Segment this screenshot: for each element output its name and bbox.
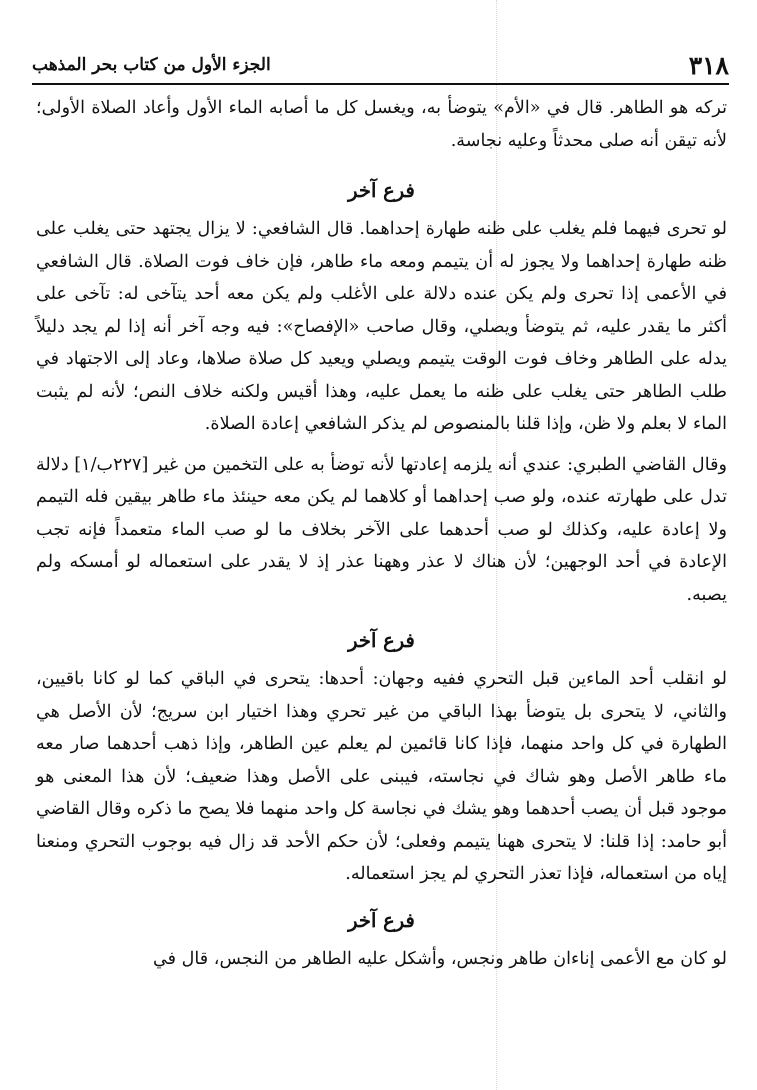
section-heading-2: فرع آخر bbox=[348, 629, 415, 652]
section-3-paragraph-1: لو كان مع الأعمى إناءان طاهر ونجس، وأشكل عليه الطاهر من النجس، قال في bbox=[152, 948, 727, 969]
page-number: ٣١٨ bbox=[688, 50, 729, 80]
section-2-paragraph-1: لو انقلب أحد الماءين قبل التحري ففيه وجهان: أحدها: يتحرى في الباقي كما لو كانا باقيين، والثاني، لا يتحرى بل يتوضأ بهذا الباقي من غير تحري وهذا اختيار ابن سريج؛ لأن الأصل هي الطهارة في كل واحد منهما، فإذا كانا قائمين لم يعلم عين الطاهر، وإذا ذهب أحدهما صار معه ماء طاهر الأصل وهو شاك في نجاسته، فيبنى على الأصل وهذا ضعيف؛ لأن هذا المعنى هو موجود قبل أن يصب أحدهما وهو يشك في نجاسة كل واحد منهما فلا يصح ما ذكره وقال القاضي أبو حامد: إذا قلنا: لا يتحرى ههنا يتيمم وفعلى؛ لأن حكم الأحد قد زال فيه بوجوب التحري ومنعنا إياه من استعماله، فإذا تعذر التحري لم يجز استعماله. bbox=[36, 669, 727, 884]
page-body bbox=[36, 92, 727, 975]
section-heading-1: فرع آخر bbox=[348, 179, 415, 202]
section-1-paragraph-1: لو تحرى فيهما فلم يغلب على ظنه طهارة إحداهما. قال الشافعي: لا يزال يجتهد حتى يغلب على ظنه طهارة إحداهما ولا يجوز له أن يتيمم ومعه ماء طاهر، فإن خاف فوت الصلاة. قال الشافعي في الأعمى إذا تحرى ولم يكن عنده دلالة على الأغلب ولم يكن معه أحد يتآخى له: تآخى على أكثر ما يقدر عليه، ثم يتوضأ ويصلي، وقال صاحب «الإفصاح»: فيه وجه آخر أنه إذا لم يجد دليلاً يدله على الطاهر وخاف فوت الوقت يتيمم ويصلي ويعيد كل صلاة صلاها، وعاد إلى الاجتهاد في طلب الطاهر حتى يغلب على ظنه ما يعمل عليه، وهذا أقيس ولكنه خلاف النص؛ لأنه لم يثبت الماء لا بعلم ولا ظن، وإذا قلنا بالمنصوص لم يذكر الشافعي إعادة الصلاة. bbox=[36, 219, 727, 434]
intro-paragraph: تركه هو الطاهر. قال في «الأم» يتوضأ به، ويغسل كل ما أصابه الماء الأول وأعاد الصلاة الأولى؛ لأنه تيقن أنه صلى محدثاً وعليه نجاسة. bbox=[36, 98, 727, 151]
section-heading-3: فرع آخر bbox=[348, 908, 415, 932]
book-title: الجزء الأول من كتاب بحر المذهب bbox=[32, 55, 271, 75]
running-header bbox=[32, 48, 729, 82]
header-rule bbox=[32, 83, 729, 85]
section-1-paragraph-2: وقال القاضي الطبري: عندي أنه يلزمه إعادتها لأنه توضأ به على التخمين من غير [٢٢٧ب/١] دلالة تدل على طهارته عنده، ولو صب إحداهما أو كلاهما لم يكن معه حينئذ ماء طاهر بيقين فله التيمم ولا إعادة عليه، وكذلك لو صب أحدهما على الآخر بخلاف ما لو صب الماء متعمداً فإنه تجب الإعادة في أحد الوجهين؛ لأن هناك لا عذر وههنا عذر إذ لا يقدر على استعماله لو أمسكه ولم يصبه. bbox=[36, 454, 727, 605]
